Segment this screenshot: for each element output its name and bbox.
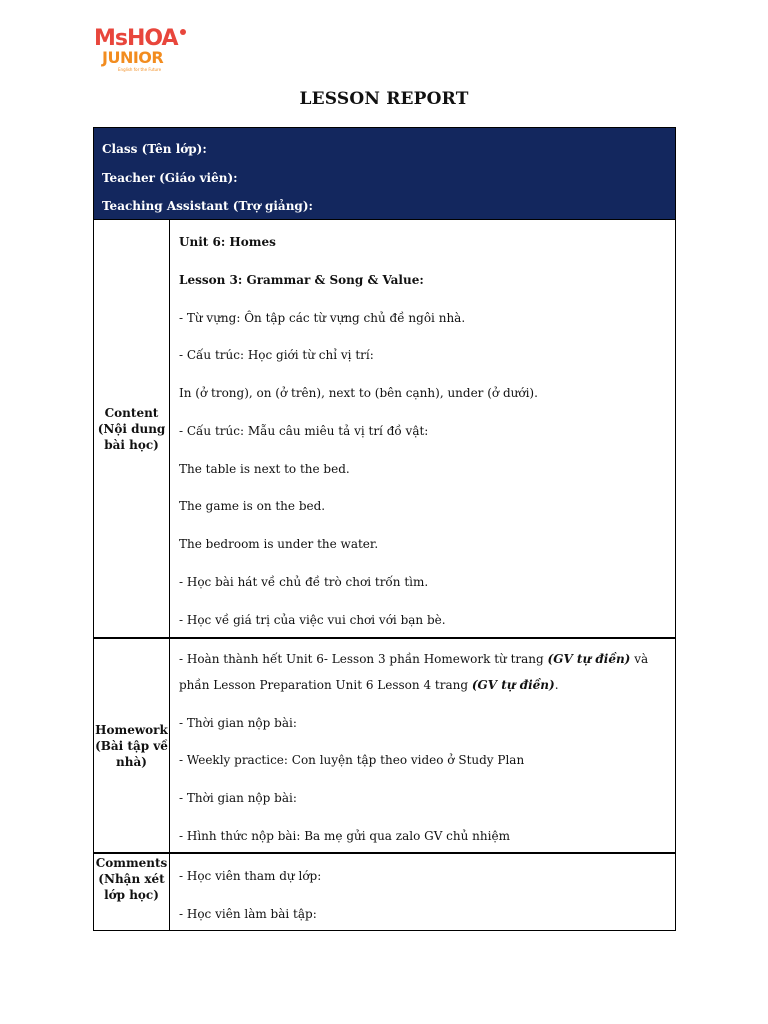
content-label	[94, 220, 170, 637]
comments-line: - Học viên tham dự lớp:	[179, 869, 322, 883]
homework-label-line: nhà)	[116, 754, 147, 769]
content-line: - Học về giá trị của việc vui chơi với bạn bè.	[179, 613, 446, 627]
lesson-title: Lesson 3: Grammar & Song & Value:	[179, 273, 424, 287]
homework-line: phần Lesson Preparation Unit 6 Lesson 4 trang (GV tự điền).	[179, 678, 559, 692]
comments-label-line: Comments	[95, 856, 168, 870]
content-row	[93, 220, 676, 638]
homework-label-line: (Bài tập về	[95, 738, 168, 753]
homework-label	[94, 639, 170, 852]
content-line: - Cấu trúc: Mẫu câu miêu tả vị trí đồ vật:	[179, 424, 429, 438]
comments-label-line: lớp học)	[104, 888, 159, 902]
content-label-line: (Nội dung	[97, 421, 166, 436]
teacher-field-label: Teacher (Giáo viên):	[102, 171, 238, 185]
logo-tagline: English for the Future	[118, 67, 162, 72]
comments-label-line: (Nhận xét	[98, 872, 165, 886]
homework-line: - Hình thức nộp bài: Ba mẹ gửi qua zalo GV chủ nhiệm	[179, 829, 510, 843]
content-label-line: Content	[104, 405, 159, 420]
unit-title: Unit 6: Homes	[179, 235, 276, 249]
homework-label-line: Homework	[95, 722, 168, 737]
content-label-line: bài học)	[104, 437, 159, 452]
content-line: In (ở trong), on (ở trên), next to (bên cạnh), under (ở dưới).	[179, 386, 538, 400]
homework-line: - Thời gian nộp bài:	[179, 791, 297, 805]
content-line: - Cấu trúc: Học giới từ chỉ vị trí:	[179, 348, 374, 362]
assistant-field-label: Teaching Assistant (Trợ giảng):	[102, 199, 313, 213]
comments-line: - Học viên làm bài tập:	[179, 907, 317, 921]
class-field-label: Class (Tên lớp):	[102, 142, 207, 156]
homework-line: - Weekly practice: Con luyện tập theo video ở Study Plan	[179, 753, 525, 767]
logo-sub-text: JUNIOR	[102, 48, 164, 67]
homework-line: - Thời gian nộp bài:	[179, 716, 297, 730]
content-line: The table is next to the bed.	[179, 462, 350, 476]
logo-dot-icon	[180, 29, 186, 35]
content-line: - Từ vựng: Ôn tập các từ vựng chủ đề ngôi nhà.	[179, 311, 466, 325]
comments-row	[93, 853, 676, 931]
content-line: - Học bài hát về chủ đề trò chơi trốn tìm.	[179, 575, 429, 589]
homework-row	[93, 638, 676, 853]
content-line: The bedroom is under the water.	[179, 537, 379, 551]
content-line: The game is on the bed.	[179, 499, 326, 513]
report-header	[93, 127, 676, 220]
homework-line: - Hoàn thành hết Unit 6- Lesson 3 phần Homework từ trang (GV tự điền) và	[179, 652, 649, 666]
page-title: LESSON REPORT	[299, 89, 469, 109]
brand-logo	[94, 27, 194, 77]
logo-brand-text: MsHOA	[94, 26, 178, 51]
comments-label	[94, 854, 170, 930]
